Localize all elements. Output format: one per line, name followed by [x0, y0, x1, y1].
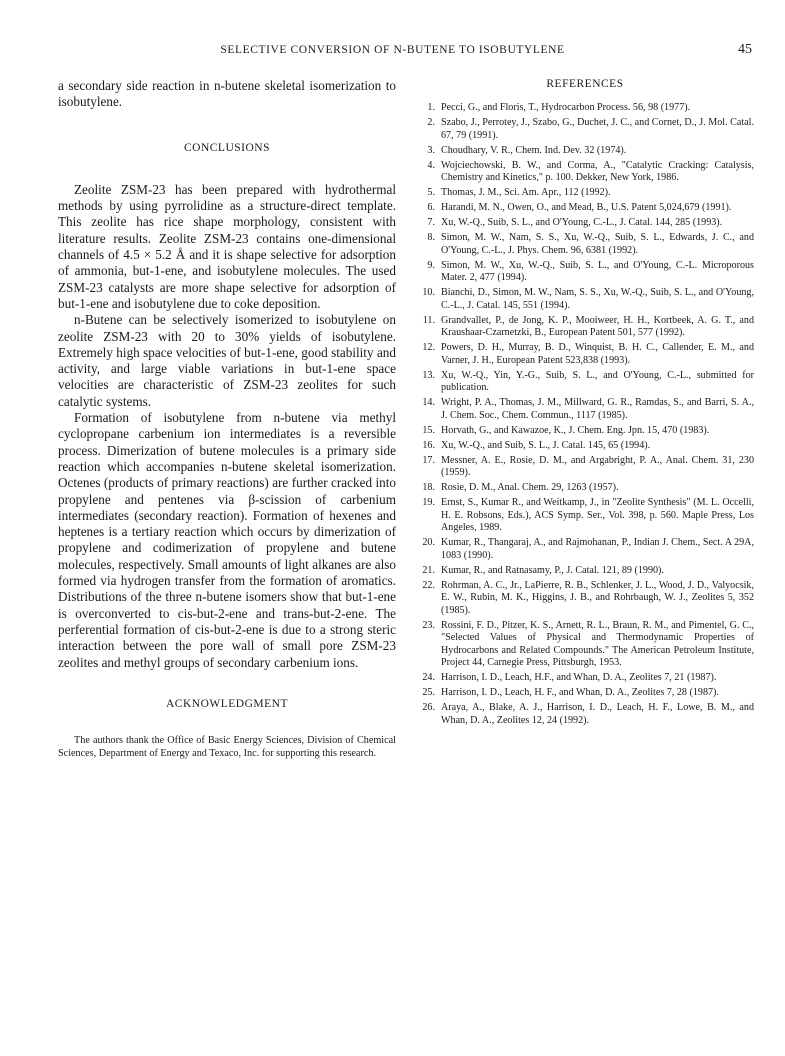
- reference-number: 20.: [422, 537, 435, 548]
- reference-number: 4.: [427, 159, 435, 171]
- reference-number: 24.: [422, 672, 435, 683]
- reference-item: [416, 397, 754, 422]
- references-heading: REFERENCES: [546, 78, 624, 90]
- reference-number: 10.: [422, 287, 435, 298]
- reference-item: [416, 187, 754, 200]
- reference-item: [416, 260, 754, 285]
- reference-text: Harrison, I. D., Leach, H.F., and Whan, D. A., Zeolites 7, 21 (1987).: [441, 672, 717, 683]
- reference-text: Rohrman, A. C., Jr., LaPierre, R. B., Schlenker, J. L., Wood, J. D., Valyocsik, E. W., Rubin, M. K., Higgins, J. B., and Rohrbaugh, W. J., Zeolites 5, 352 (1985).: [441, 579, 754, 616]
- reference-item: [416, 702, 754, 727]
- reference-item: [416, 160, 754, 185]
- reference-number: 5.: [427, 187, 435, 198]
- reference-item: [416, 102, 754, 115]
- reference-number: 17.: [422, 454, 435, 466]
- reference-text: Ernst, S., Kumar R., and Weitkamp, J., in "Zeolite Synthesis" (M. L. Occelli, H. E. Robsons, Eds.), ACS Symp. Ser., Vol. 398, p. 560. Maple Press, Los Angeles, 1989.: [441, 497, 754, 533]
- reference-item: [416, 315, 754, 340]
- left-column: [58, 78, 396, 760]
- reference-text: Messner, A. E., Rosie, D. M., and Argabright, P. A., Anal. Chem. 31, 230 (1959).: [441, 454, 754, 478]
- reference-text: Kumar, R., Thangaraj, A., and Rajmohanan, P., Indian J. Chem., Sect. A 29A, 1083 (1990).: [441, 537, 754, 561]
- reference-item: [416, 455, 754, 480]
- reference-number: 2.: [427, 117, 435, 128]
- conclusions-paragraph-2: n-Butene can be selectively isomerized to isobutylene on zeolite ZSM-23 with 20 to 30% yields of isobutylene. Extremely high space velocities of but-1-ene, good stability and activity, and large viable variations in but-1-ene space velocities are characteristic of ZSM-23 zeolites for such catalytic systems.: [58, 312, 396, 409]
- reference-item: [416, 580, 754, 618]
- reference-text: Harrison, I. D., Leach, H. F., and Whan, D. A., Zeolites 7, 28 (1987).: [441, 687, 719, 698]
- conclusions-paragraph-3: Formation of isobutylene from n-butene via methyl cyclopropane carbenium ion intermediates is a reversible process. Dimerization of butene molecules is a primary side reaction which accompanies n-butene skeletal isomerization. Octenes (products of primary reactions) are further cracked into propylene and pentenes via β-scission of carbenium intermediates (secondary reaction). Formation of hexenes and heptenes is a tertiary reaction which occurs by dimerization of propylene and codimerization of propylene and butene molecules, respectively. Small amounts of light alkanes are also formed via hydrogen transfer from the formation of aromatics. Distributions of the three n-butene isomers show that but-1-ene is overconverted to cis-but-2-ene and trans-but-2-ene. The perferential formation of cis-but-2-ene is due to a strong steric interaction between the pore wall of small pore ZSM-23 zeolites and methyl groups of secondary carbenium ions.: [58, 410, 396, 670]
- acknowledgment-heading: ACKNOWLEDGMENT: [166, 697, 288, 710]
- reference-number: 23.: [422, 619, 435, 631]
- reference-number: 25.: [422, 687, 435, 698]
- reference-number: 6.: [427, 202, 435, 213]
- conclusions-paragraph-1: Zeolite ZSM-23 has been prepared with hydrothermal methods by using pyrrolidine as a structure-direct template. This zeolite has rice shape morphology, consistent with literature results. Zeolite ZSM-23 contains one-dimensional channels of 4.5 × 5.2 Å and it is shape selective for adsorption of ammonia, but-1-ene, and isobutylene molecules. The used ZSM-23 catalysts are more shape selective for adsorption of but-1-ene and isobutylene due to coke deposition.: [58, 181, 396, 311]
- intro-paragraph: a secondary side reaction in n-butene skeletal isomerization to isobutylene.: [58, 78, 396, 110]
- reference-text: Powers, D. H., Murray, B. D., Winquist, B. H. C., Callender, E. M., and Varner, J. H., European Patent 523,838 (1993).: [441, 342, 754, 366]
- reference-number: 16.: [422, 439, 435, 451]
- reference-item: [416, 482, 754, 495]
- reference-text: Simon, M. W., Xu, W.-Q., Suib, S. L., and O'Young, C.-L. Microporous Mater. 2, 477 (1994).: [441, 259, 754, 283]
- reference-number: 3.: [427, 144, 435, 156]
- reference-number: 8.: [427, 232, 435, 243]
- reference-item: [416, 687, 754, 700]
- reference-text: Xu, W.-Q., Yin, Y.-G., Suib, S. L., and O'Young, C.-L., submitted for publication.: [441, 369, 754, 393]
- reference-number: 1.: [427, 102, 435, 113]
- reference-text: Xu, W.-Q., Suib, S. L., and O'Young, C.-L., J. Catal. 144, 285 (1993).: [441, 217, 723, 228]
- reference-item: [416, 620, 754, 670]
- reference-number: 7.: [427, 217, 435, 228]
- reference-text: Wojciechowski, B. W., and Corma, A., "Catalytic Cracking: Catalysis, Chemistry and Kinetics," p. 100. Dekker, New York, 1986.: [441, 159, 754, 183]
- reference-item: [416, 342, 754, 367]
- reference-number: 11.: [422, 314, 435, 326]
- reference-text: Bianchi, D., Simon, M. W., Nam, S. S., Xu, W.-Q., Suib, S. L., and O'Young, C.-L., J. Catal. 145, 551 (1994).: [441, 287, 754, 311]
- acknowledgment-text: The authors thank the Office of Basic Energy Sciences, Division of Chemical Sciences, Department of Energy and Texaco, Inc. for supporting this research.: [58, 735, 396, 759]
- reference-text: Horvath, G., and Kawazoe, K., J. Chem. Eng. Jpn. 15, 470 (1983).: [441, 424, 710, 436]
- reference-text: Simon, M. W., Nam, S. S., Xu, W.-Q., Suib, S. L., Edwards, J. C., and O'Young, C.-L., J. Phys. Chem. 96, 6381 (1992).: [441, 232, 754, 256]
- reference-number: 18.: [422, 482, 435, 493]
- reference-number: 26.: [422, 702, 435, 713]
- reference-item: [416, 672, 754, 685]
- reference-item: [416, 232, 754, 257]
- reference-text: Rosie, D. M., Anal. Chem. 29, 1263 (1957).: [441, 482, 619, 493]
- page-number: 45: [738, 42, 752, 57]
- reference-text: Wright, P. A., Thomas, J. M., Millward, G. R., Ramdas, S., and Barri, S. A., J. Chem. Soc., Chem. Commun., 1117 (1985).: [441, 397, 754, 421]
- reference-number: 22.: [422, 579, 435, 591]
- reference-text: Kumar, R., and Ratnasamy, P., J. Catal. 121, 89 (1990).: [441, 564, 664, 576]
- reference-text: Szabo, J., Perrotey, J., Szabo, G., Duchet, J. C., and Cornet, D., J. Mol. Catal. 67, 79 (1991).: [441, 117, 754, 141]
- reference-number: 14.: [422, 397, 435, 408]
- right-column: [416, 78, 754, 730]
- reference-number: 13.: [422, 369, 435, 381]
- reference-item: [416, 287, 754, 312]
- reference-item: [416, 145, 754, 158]
- reference-text: Araya, A., Blake, A. J., Harrison, I. D., Leach, H. F., Lowe, B. M., and Whan, D. A., Zeolites 12, 24 (1992).: [441, 702, 754, 726]
- reference-item: [416, 537, 754, 562]
- reference-text: Pecci, G., and Floris, T., Hydrocarbon Process. 56, 98 (1977).: [441, 102, 691, 113]
- reference-number: 15.: [422, 424, 435, 436]
- reference-item: [416, 117, 754, 142]
- running-title: SELECTIVE CONVERSION OF N-BUTENE TO ISOBUTYLENE: [220, 44, 565, 56]
- reference-item: [416, 565, 754, 578]
- reference-text: Xu, W.-Q., and Suib, S. L., J. Catal. 145, 65 (1994).: [441, 439, 651, 451]
- reference-text: Thomas, J. M., Sci. Am. Apr., 112 (1992).: [441, 187, 611, 198]
- reference-text: Grandvallet, P., de Jong, K. P., Mooiweer, H. H., Kortbeek, A. G. T., and Kraushaar-Czarnetzki, B., European Patent 501, 577 (1992).: [441, 314, 754, 338]
- reference-item: [416, 217, 754, 230]
- reference-text: Rossini, F. D., Pitzer, K. S., Arnett, R. L., Braun, R. M., and Pimentel, G. C., "Selected Values of Physical and Thermodynamic Properties of Hydrocarbons and Related Compounds." The American Petroleum Institute, Project 44, Carnegie Press, Pittsburgh, 1953.: [441, 619, 754, 668]
- reference-item: [416, 370, 754, 395]
- reference-number: 9.: [427, 259, 435, 271]
- reference-text: Harandi, M. N., Owen, O., and Mead, B., U.S. Patent 5,024,679 (1991).: [441, 202, 732, 213]
- conclusions-heading: CONCLUSIONS: [183, 141, 270, 154]
- reference-item: [416, 440, 754, 453]
- reference-number: 19.: [422, 497, 435, 508]
- reference-item: [416, 497, 754, 535]
- reference-number: 12.: [422, 342, 435, 353]
- reference-item: [416, 202, 754, 215]
- reference-text: Choudhary, V. R., Chem. Ind. Dev. 32 (1974).: [441, 144, 627, 156]
- reference-list: [416, 102, 754, 727]
- reference-item: [416, 425, 754, 438]
- reference-number: 21.: [422, 564, 435, 576]
